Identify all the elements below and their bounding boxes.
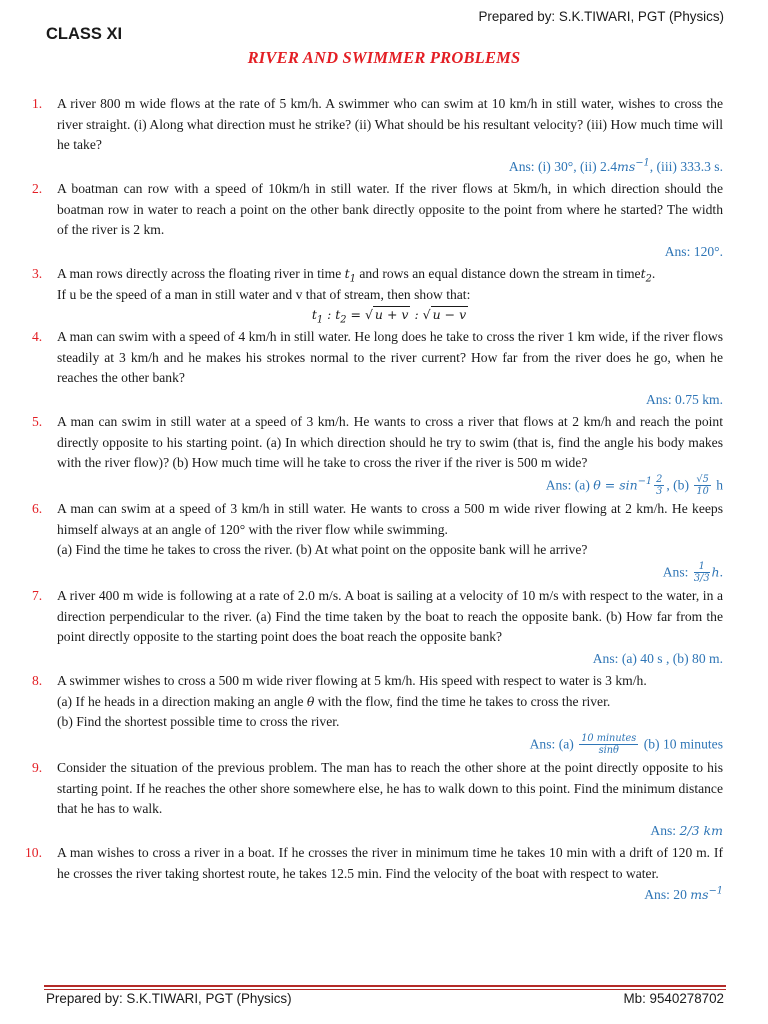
problem-item <box>0 94 768 177</box>
problem-item <box>0 758 768 841</box>
text-run: A river 400 m wide is following at a rate of 2.0 m/s. A boat is sailing at a velocity of 10 m/s with respect to the water, in a direction perpendicular to the river. (a) Find the time taken by the boat to reach the opposite bank. (b) How far from the point directly opposite to the starting point does the boat reach the opposite bank? <box>57 588 723 644</box>
problem-item <box>0 499 768 584</box>
problem-text <box>57 843 723 884</box>
problem-line <box>57 671 723 692</box>
problem-line <box>57 692 723 713</box>
radicand: u + v <box>374 307 409 322</box>
problem-number: 4. <box>32 329 43 344</box>
fraction <box>579 734 638 757</box>
problem-text <box>57 179 723 241</box>
footer-divider <box>44 985 726 987</box>
problem-answer <box>57 475 723 498</box>
problem-line <box>57 264 723 285</box>
problem-text <box>57 499 723 561</box>
footer-mobile-number: Mb: 9540278702 <box>623 991 724 1006</box>
problem-answer <box>57 649 723 670</box>
math-variable: ms <box>617 158 636 174</box>
math-symbol: : <box>410 307 423 322</box>
radical-sign-icon: √ <box>422 307 431 322</box>
math-variable: t <box>335 307 341 322</box>
problem-text <box>57 758 723 820</box>
text-run: Ans: (a) 40 s , (b) 80 m. <box>592 650 723 666</box>
fraction-denominator: sinθ <box>598 745 619 757</box>
text-run: h <box>712 476 723 492</box>
fraction-numerator: 10 minutes <box>581 732 637 744</box>
text-run: (a) Find the time he takes to cross the river. (b) At what point on the opposite bank will he arrive? <box>57 542 588 557</box>
problem-answer <box>57 821 723 842</box>
math-variable: θ <box>306 693 315 709</box>
problem-item <box>0 671 768 756</box>
problem-answer <box>57 885 723 906</box>
text-run: A man can swim in still water at a speed of 3 km/h. He wants to cross a river that flows at 2 km/h and reach the point directly opposite to his starting point. (a) In which direction should he try to swim (that is, find the angle his body makes with the river flow)? (b) How much time will he take to cross the river if the river is 500 m wide? <box>57 414 723 470</box>
text-run: with the flow, find the time he takes to cross the river. <box>314 693 611 709</box>
fraction-numerator: 2 <box>656 473 663 485</box>
problem-line <box>57 179 723 241</box>
math-variable: t <box>344 266 350 281</box>
problem-line <box>57 327 723 389</box>
text-run: Ans: <box>650 822 680 838</box>
math-variable: ms <box>690 887 709 902</box>
math-symbol: = <box>346 307 365 322</box>
problem-text <box>57 586 723 648</box>
math-variable: t <box>640 266 646 281</box>
class-label: CLASS XI <box>46 25 123 43</box>
text-run: . <box>719 563 723 579</box>
text-run: A man rows directly across the floating river in time <box>57 266 345 281</box>
text-run: and rows an equal distance down the stream in time <box>355 266 641 281</box>
math-superscript: −1 <box>635 156 650 168</box>
problem-line <box>57 285 723 306</box>
document-title: RIVER AND SWIMMER PROBLEMS <box>247 48 521 67</box>
text-run: A man can swim at a speed of 3 km/h in still water. He wants to cross a 500 m wide river flowing at 2 km/h. He keeps himself always at an angle of 120° with the river flow while swimming. <box>57 501 723 537</box>
problem-answer <box>57 242 723 263</box>
text-run: Ans: (a) <box>545 476 594 492</box>
text-run: Ans: 20 <box>644 887 691 902</box>
footer-divider-thin <box>44 989 726 990</box>
square-root <box>365 306 411 322</box>
problem-item <box>0 586 768 669</box>
header-prepared-by: Prepared by: S.K.TIWARI, PGT (Physics) <box>478 9 724 24</box>
problem-line <box>57 843 723 884</box>
fraction-denominator: 3 <box>656 486 663 498</box>
text-run: , (b) <box>666 476 693 492</box>
problem-item <box>0 264 768 325</box>
text-run: A boatman can row with a speed of 10km/h in still water. If the river flows at 5km/h, in which direction should the boatman row in water to reach a point on the other bank directly opposite to the point from where he started? The width of the river is 2 km. <box>57 181 723 237</box>
text-run: Ans: 0.75 km. <box>645 391 723 407</box>
text-run: Ans: <box>662 563 692 579</box>
problem-text <box>57 264 723 305</box>
math-symbol: : <box>323 307 336 322</box>
text-run: A swimmer wishes to cross a 500 m wide river flowing at 5 km/h. His speed with respect to water is 3 km/h. <box>57 673 647 688</box>
text-run: If u be the speed of a man in still water and v that of stream, then show that: <box>57 286 471 302</box>
problem-list <box>0 94 768 906</box>
math-subscript: 1 <box>316 314 324 326</box>
text-run: (b) Find the shortest possible time to cross the river. <box>57 714 340 729</box>
fraction <box>694 475 710 498</box>
problem-formula <box>57 305 723 325</box>
text-run: . <box>651 266 656 281</box>
problem-number: 6. <box>32 501 43 516</box>
radical-sign-icon: √ <box>364 307 373 322</box>
fraction-denominator: 10 <box>696 486 709 498</box>
math-superscript: −1 <box>708 885 723 897</box>
math-variable: h <box>711 563 720 579</box>
fraction-denominator: 3/3 <box>693 573 710 585</box>
problem-line <box>57 586 723 648</box>
problem-line <box>57 712 723 733</box>
fraction-numerator: √5 <box>696 473 709 485</box>
square-root <box>423 306 469 322</box>
text-run: (b) 10 minutes <box>640 735 723 751</box>
fraction <box>654 475 664 498</box>
problem-answer <box>57 157 723 178</box>
problem-line <box>57 758 723 820</box>
problem-number: 3. <box>32 266 43 281</box>
math-variable: t <box>311 307 317 322</box>
problem-item <box>0 843 768 906</box>
radicand: u − v <box>432 307 467 322</box>
problem-answer <box>57 562 723 585</box>
text-run: Ans: (a) <box>529 735 578 751</box>
problem-text <box>57 94 723 156</box>
text-run: Consider the situation of the previous problem. The man has to reach the other shore at the point directly opposite to his starting point. If he reaches the other shore somewhere else, he has to walk down to this point. Find the minimum distance that he has to walk. <box>57 760 723 816</box>
problem-line <box>57 94 723 156</box>
text-run: (a) If he heads in a direction making an angle <box>57 693 307 709</box>
math-subscript: 2 <box>340 314 347 326</box>
footer-prepared-by: Prepared by: S.K.TIWARI, PGT (Physics) <box>46 991 292 1006</box>
math-superscript: −1 <box>637 475 653 487</box>
math-subscript: 1 <box>349 273 356 285</box>
problem-item <box>0 412 768 497</box>
text-run: A river 800 m wide flows at the rate of 5 km/h. A swimmer who can swim at 10 km/h in still water, wishes to cross the river straight. (i) Along what direction must he strike? (ii) What should be his resultant velocity? (iii) How much time will he take? <box>57 96 723 152</box>
problem-number: 9. <box>32 760 43 775</box>
problem-number: 7. <box>32 588 43 603</box>
fraction <box>694 562 710 585</box>
problem-number: 10. <box>25 845 42 860</box>
text-run: A man can swim with a speed of 4 km/h in still water. He long does he take to cross the river 1 km wide, if the river flows steadily at 3 km/h and he makes his strokes normal to the river current? How far from the river does he go, when he reaches the other bank? <box>57 329 723 385</box>
text-run: Ans: 120°. <box>664 243 723 259</box>
problem-number: 2. <box>32 181 43 196</box>
problem-line <box>57 499 723 540</box>
math-variable: θ <box>593 476 601 492</box>
math-symbol: 2/3 km <box>679 822 723 838</box>
text-run: A man wishes to cross a river in a boat. If he crosses the river in minimum time he takes 10 min with a drift of 120 m. If he crosses the river taking shortest route, he takes 12.5 min. Find the velocity of the boat with respect to water. <box>57 845 723 881</box>
problem-text <box>57 671 723 733</box>
problem-answer <box>57 390 723 411</box>
text-run: Ans: (i) 30°, (ii) 2.4 <box>508 158 618 174</box>
problem-text <box>57 412 723 474</box>
problem-line <box>57 540 723 561</box>
math-subscript: 2 <box>645 273 652 285</box>
problem-number: 8. <box>32 673 43 688</box>
problem-line <box>57 412 723 474</box>
text-run: , (iii) 333.3 s. <box>649 158 723 174</box>
problem-text <box>57 327 723 389</box>
math-symbol: = sin <box>600 476 638 492</box>
problem-item <box>0 327 768 410</box>
problem-number: 5. <box>32 414 43 429</box>
problem-item <box>0 179 768 262</box>
problem-answer <box>57 734 723 757</box>
fraction-numerator: 1 <box>694 562 710 574</box>
problem-number: 1. <box>32 96 43 111</box>
